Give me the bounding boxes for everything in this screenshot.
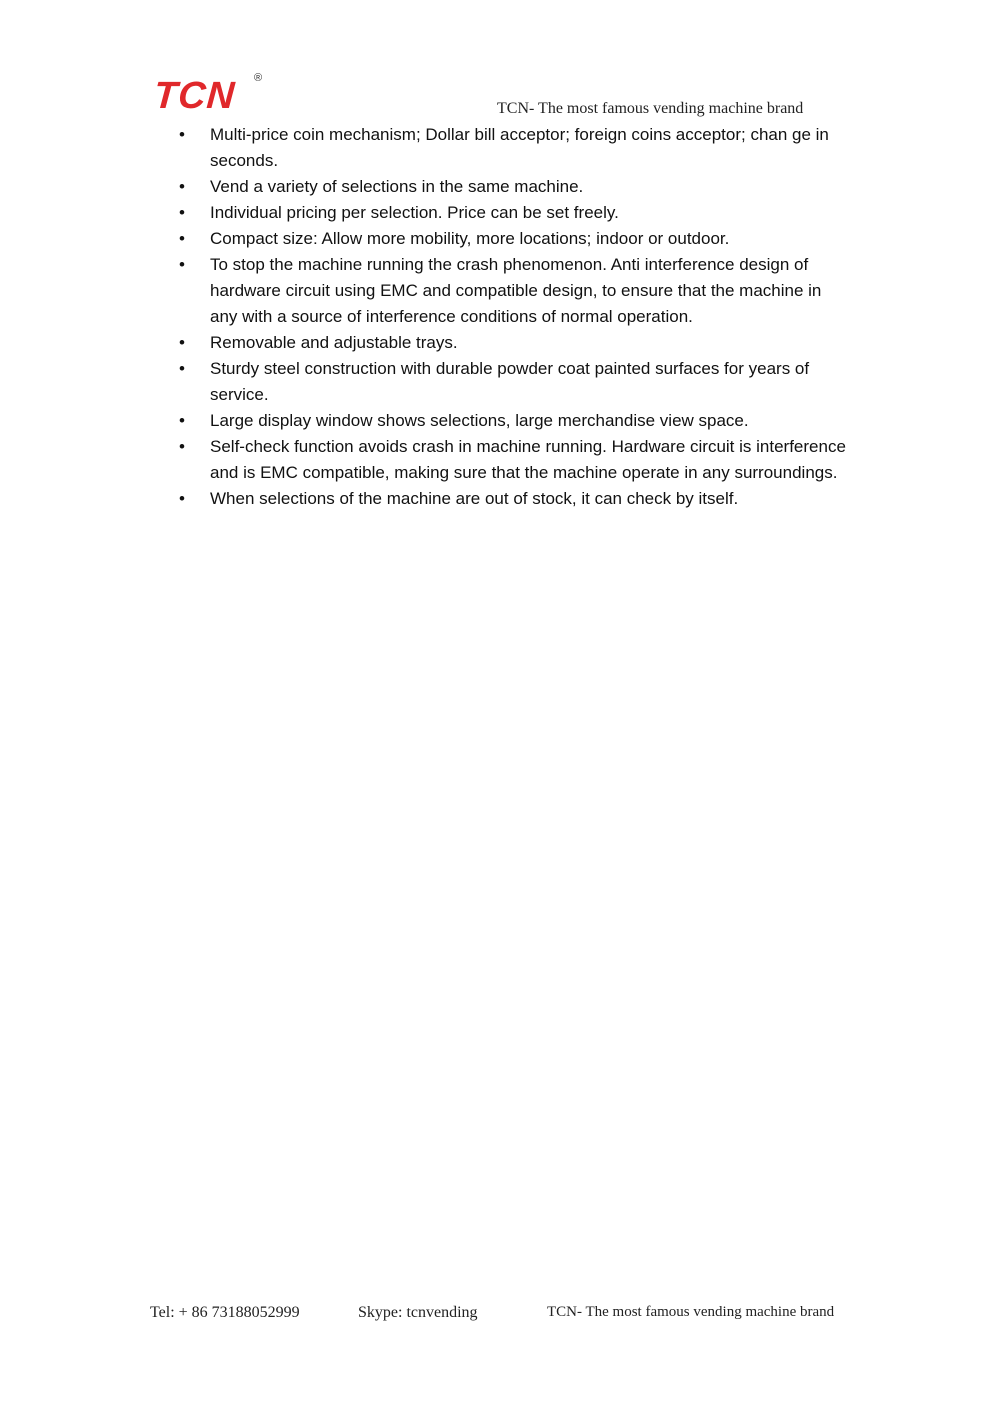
bullet-icon: • (179, 333, 185, 352)
registered-mark: ® (254, 72, 263, 84)
header-tagline: TCN- The most famous vending machine brand (497, 100, 804, 117)
page-footer (0, 1304, 994, 1326)
list-item: • Self-check function avoids crash in machine running. Hardware circuit is interference and is EMC compatible, making sure that the machine operate in any surroundings. (170, 434, 850, 486)
bullet-icon: • (179, 489, 185, 508)
list-item: • Multi-price coin mechanism; Dollar bill acceptor; foreign coins acceptor; chan ge in seconds. (170, 122, 850, 174)
list-item: • To stop the machine running the crash phenomenon. Anti interference design of hardware circuit using EMC and compatible design, to ensure that the machine in any with a source of interference conditions of normal operation. (170, 252, 850, 330)
bullet-icon: • (179, 125, 185, 144)
list-item: • Vend a variety of selections in the same machine. (170, 174, 850, 200)
logo-text: TCN (152, 75, 237, 117)
bullet-icon: • (179, 359, 185, 378)
list-item: • Compact size: Allow more mobility, more locations; indoor or outdoor. (170, 226, 850, 252)
footer-skype: Skype: tcnvending (358, 1304, 478, 1321)
list-item: • Individual pricing per selection. Price can be set freely. (170, 200, 850, 226)
bullet-icon: • (179, 177, 185, 196)
list-item: • Removable and adjustable trays. (170, 330, 850, 356)
footer-tagline: TCN- The most famous vending machine brand (547, 1304, 835, 1320)
list-item: • Sturdy steel construction with durable powder coat painted surfaces for years of service. (170, 356, 850, 408)
list-item: • Large display window shows selections, large merchandise view space. (170, 408, 850, 434)
list-item: • When selections of the machine are out of stock, it can check by itself. (170, 486, 850, 512)
bullet-icon: • (179, 411, 185, 430)
bullet-icon: • (179, 203, 185, 222)
feature-list (170, 122, 850, 512)
bullet-icon: • (179, 255, 185, 274)
tcn-logo (152, 72, 274, 117)
bullet-icon: • (179, 229, 185, 248)
bullet-icon: • (179, 437, 185, 456)
footer-tel: Tel: + 86 73188052999 (150, 1304, 300, 1321)
